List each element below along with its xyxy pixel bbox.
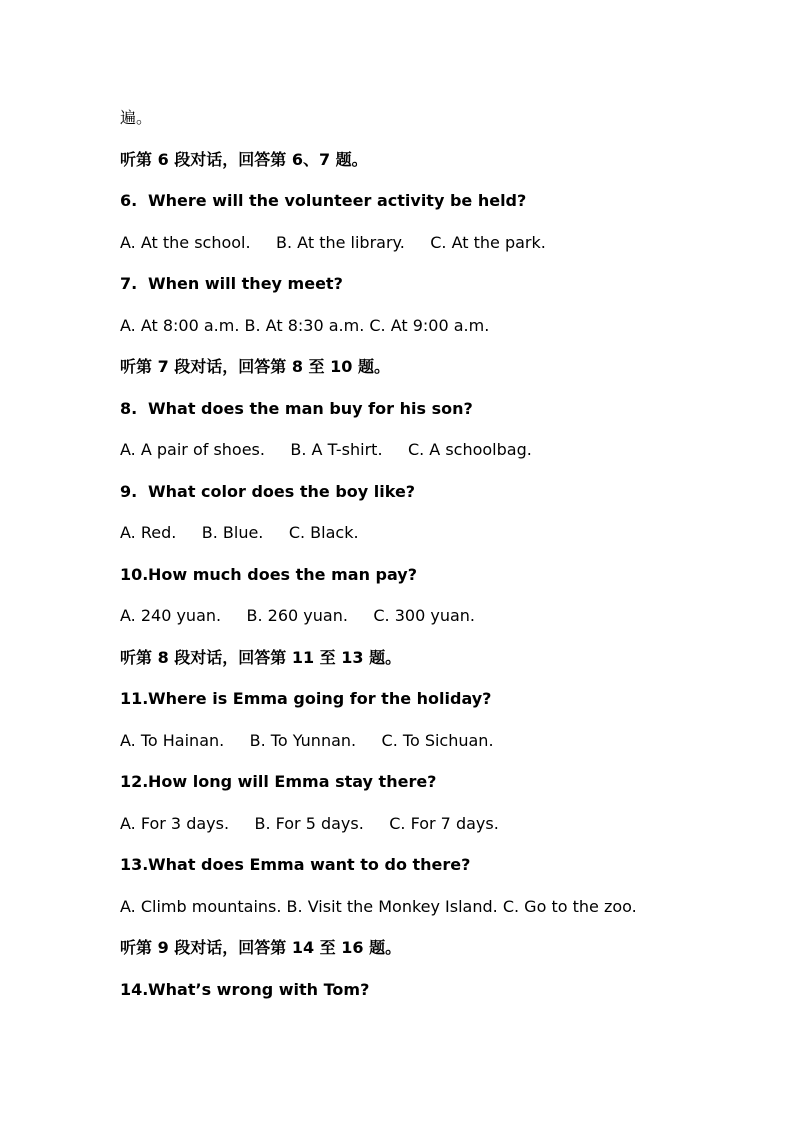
answer-options: A. 240 yuan. B. 260 yuan. C. 300 yuan.	[120, 606, 475, 625]
question-line	[120, 772, 436, 792]
answer-options: A. Climb mountains. B. Visit the Monkey Island. C. Go to the zoo.	[120, 896, 637, 916]
section-instruction: 听第 7 段对话，回答第 8 至 10 题。	[120, 357, 390, 376]
question-line	[120, 482, 415, 502]
answer-options: A. At 8:00 a.m. B. At 8:30 a.m. C. At 9:00 a.m.	[120, 315, 490, 335]
question-text: What does the man buy for his son?	[148, 398, 473, 418]
question-text: Where is Emma going for the holiday?	[148, 689, 492, 708]
question-text: How long will Emma stay there?	[148, 772, 437, 791]
question-text: When will they meet?	[148, 274, 343, 293]
question-text: How much does the man pay?	[148, 564, 417, 584]
question-number: 11.	[120, 689, 149, 708]
question-number: 14.	[120, 979, 149, 999]
question-number: 8.	[120, 398, 138, 418]
question-line	[120, 855, 470, 875]
section-instruction: 听第 8 段对话，回答第 11 至 13 题。	[120, 647, 402, 667]
question-text: Where will the volunteer activity be held?	[148, 191, 527, 210]
section-instruction: 听第 9 段对话，回答第 14 至 16 题。	[120, 938, 402, 957]
question-number: 12.	[120, 772, 149, 791]
section-instruction: 听第 6 段对话，回答第 6、7 题。	[120, 149, 368, 169]
question-number: 13.	[120, 855, 149, 874]
question-number: 10.	[120, 564, 149, 584]
question-line	[120, 274, 343, 294]
question-text: What does Emma want to do there?	[148, 855, 471, 874]
answer-options: A. Red. B. Blue. C. Black.	[120, 523, 359, 542]
question-line	[120, 565, 417, 585]
question-number: 7.	[120, 274, 138, 293]
answer-options: A. At the school. B. At the library. C. At the park.	[120, 232, 546, 252]
question-line	[120, 980, 369, 1000]
question-line	[120, 191, 526, 211]
answer-options: A. A pair of shoes. B. A T-shirt. C. A schoolbag.	[120, 440, 532, 459]
question-text: What color does the boy like?	[148, 481, 416, 501]
text-fragment: 遍。	[120, 108, 153, 127]
answer-options: A. For 3 days. B. For 5 days. C. For 7 days.	[120, 813, 499, 833]
question-number: 6.	[120, 191, 138, 210]
question-text: What’s wrong with Tom?	[148, 979, 370, 999]
question-number: 9.	[120, 481, 138, 501]
question-line	[120, 399, 473, 419]
question-line	[120, 689, 491, 709]
answer-options: A. To Hainan. B. To Yunnan. C. To Sichuan.	[120, 730, 494, 750]
